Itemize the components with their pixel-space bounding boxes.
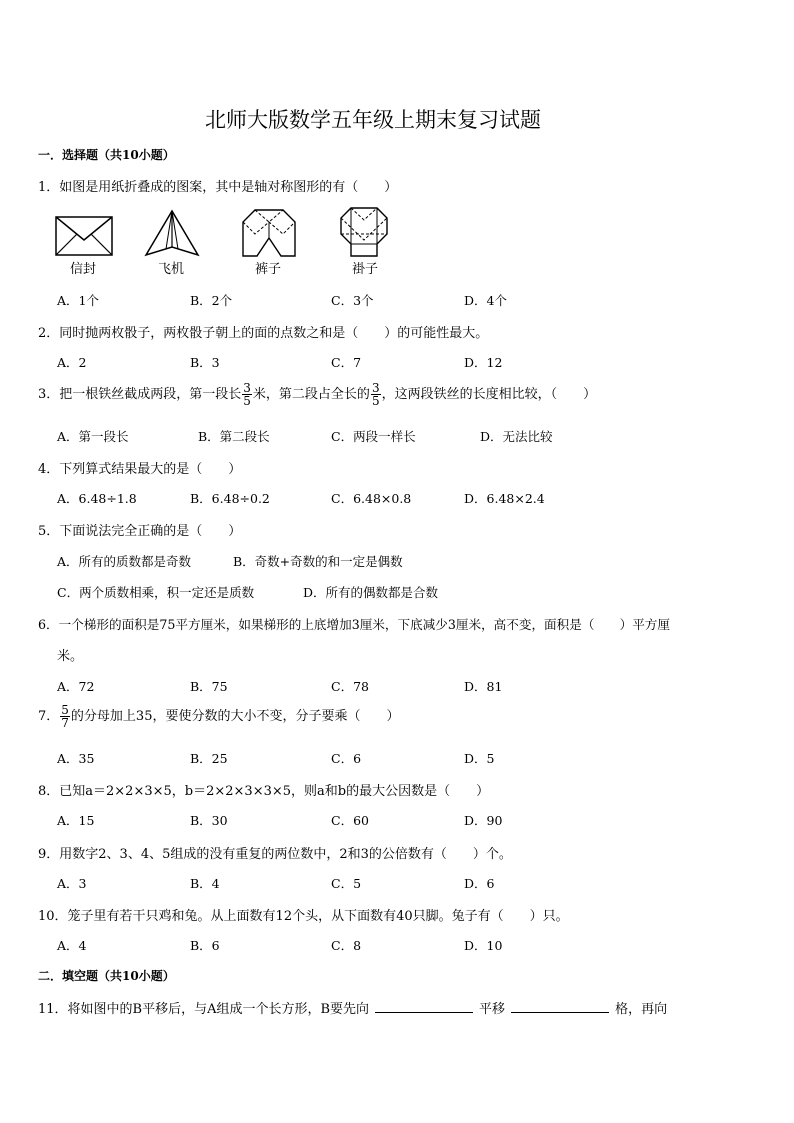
q10-option-a[interactable]: A．4 [57, 938, 87, 953]
q6-option-b[interactable]: B．75 [190, 679, 228, 694]
paper-plane-icon [144, 209, 200, 257]
q2-option-a[interactable]: A．2 [57, 355, 87, 370]
q6-option-a[interactable]: A．72 [57, 679, 95, 694]
q9-option-c[interactable]: C．5 [331, 876, 362, 891]
question-10: 10．笼子里有若干只鸡和兔。从上面数有12个头，从下面数有40只脚。兔子有（ ）只。 [38, 909, 569, 924]
q11-direction-blank[interactable] [375, 1000, 473, 1013]
q10-option-d[interactable]: D．10 [464, 938, 503, 953]
q3-fraction-2-numerator: 3 [371, 381, 380, 395]
q9-option-b[interactable]: B．4 [190, 876, 220, 891]
q6-option-d[interactable]: D．81 [464, 679, 503, 694]
q3-option-c[interactable]: C．两段一样长 [331, 429, 416, 444]
section-heading-fill: 二．填空题（共10小题） [38, 969, 175, 983]
q10-option-c[interactable]: C．8 [331, 938, 362, 953]
q5-option-c[interactable]: C．两个质数相乘，积一定还是质数 [57, 585, 255, 600]
envelope-icon [55, 216, 113, 256]
q3-fraction-2 [371, 382, 381, 407]
question-3 [38, 382, 596, 407]
question-6-continued: 米。 [57, 649, 84, 664]
q2-option-c[interactable]: C．7 [331, 355, 362, 370]
q11-text-part3: 格，再向 [615, 1002, 668, 1017]
q4-option-b[interactable]: B．6.48÷0.2 [190, 491, 270, 506]
q8-option-a[interactable]: A．15 [57, 813, 95, 828]
q7-option-d[interactable]: D．5 [464, 751, 495, 766]
q11-text-part1: 11．将如图中的B平移后，与A组成一个长方形，B要先向 [38, 1002, 370, 1017]
q1-option-c[interactable]: C．3个 [331, 293, 374, 308]
q7-fraction-denominator: 7 [61, 716, 69, 730]
q5-option-a[interactable]: A．所有的质数都是奇数 [57, 554, 192, 569]
question-1: 1．如图是用纸折叠成的图案，其中是轴对称图形的有（ ） [38, 180, 398, 195]
q3-fraction-1-denominator: 5 [243, 394, 251, 408]
question-4: 4．下列算式结果最大的是（ ） [38, 462, 242, 477]
q5-option-d[interactable]: D．所有的偶数都是合数 [303, 585, 439, 600]
q9-option-d[interactable]: D．6 [464, 876, 495, 891]
question-11 [38, 998, 667, 1017]
q3-option-a[interactable]: A．第一段长 [57, 429, 129, 444]
q7-option-b[interactable]: B．25 [190, 751, 228, 766]
question-8: 8．已知a＝2×2×3×5，b＝2×2×3×3×5，则a和b的最大公因数是（ ） [38, 784, 490, 799]
q11-distance-blank[interactable] [511, 1000, 609, 1013]
q10-option-b[interactable]: B．6 [190, 938, 220, 953]
q7-prefix: 7． [38, 709, 60, 724]
pants-icon [241, 208, 297, 258]
q8-option-b[interactable]: B．30 [190, 813, 228, 828]
q2-option-d[interactable]: D．12 [464, 355, 503, 370]
question-7 [38, 704, 399, 729]
q4-option-a[interactable]: A．6.48÷1.8 [57, 491, 137, 506]
q1-option-a[interactable]: A．1个 [57, 293, 99, 308]
q3-option-d[interactable]: D．无法比较 [480, 429, 553, 444]
question-6: 6．一个梯形的面积是75平方厘米，如果梯形的上底增加3厘米，下底减少3厘米，高不变，面积是（ ）平方厘 [38, 617, 670, 632]
figure-label-plane: 飞机 [158, 262, 185, 277]
q3-text-part3: ，这两段铁丝的长度相比较，（ ） [381, 387, 597, 402]
q7-option-a[interactable]: A．35 [57, 751, 95, 766]
question-2: 2．同时抛两枚骰子，两枚骰子朝上的面的点数之和是（ ）的可能性最大。 [38, 326, 489, 341]
figure-label-jacket: 褂子 [352, 262, 379, 277]
q3-option-b[interactable]: B．第二段长 [198, 429, 270, 444]
figure-label-pants: 裤子 [255, 262, 282, 277]
q6-option-c[interactable]: C．78 [331, 679, 369, 694]
q2-option-b[interactable]: B．3 [190, 355, 220, 370]
q4-option-c[interactable]: C．6.48×0.8 [331, 491, 412, 506]
q3-fraction-1-numerator: 3 [243, 381, 251, 395]
q7-text: 的分母加上35，要使分数的大小不变，分子要乘（ ） [70, 709, 400, 724]
section-heading-choice: 一．选择题（共10小题） [38, 148, 175, 162]
q7-option-c[interactable]: C．6 [331, 751, 362, 766]
page-title: 北师大版数学五年级上期末复习试题 [205, 108, 541, 132]
figure-label-envelope: 信封 [70, 262, 97, 277]
q3-fraction-1 [242, 382, 252, 407]
question-9: 9．用数字2、3、4、5组成的没有重复的两位数中，2和3的公倍数有（ ）个。 [38, 847, 512, 862]
q1-option-d[interactable]: D．4个 [464, 293, 507, 308]
q11-text-part2: 平移 [479, 1002, 506, 1017]
q1-option-b[interactable]: B．2个 [190, 293, 233, 308]
q8-option-c[interactable]: C．60 [331, 813, 369, 828]
q4-option-d[interactable]: D．6.48×2.4 [464, 491, 545, 506]
q7-fraction-numerator: 5 [61, 703, 69, 717]
q3-fraction-2-denominator: 5 [371, 394, 380, 408]
q3-text-part1: 3．把一根铁丝截成两段，第一段长 [38, 387, 242, 402]
q8-option-d[interactable]: D．90 [464, 813, 503, 828]
jacket-icon [339, 206, 389, 258]
q9-option-a[interactable]: A．3 [57, 876, 87, 891]
question-5: 5．下面说法完全正确的是（ ） [38, 524, 242, 539]
q5-option-b[interactable]: B．奇数+奇数的和一定是偶数 [233, 554, 403, 569]
q3-text-part2: 米，第二段占全长的 [252, 387, 370, 402]
q7-fraction [60, 704, 70, 729]
